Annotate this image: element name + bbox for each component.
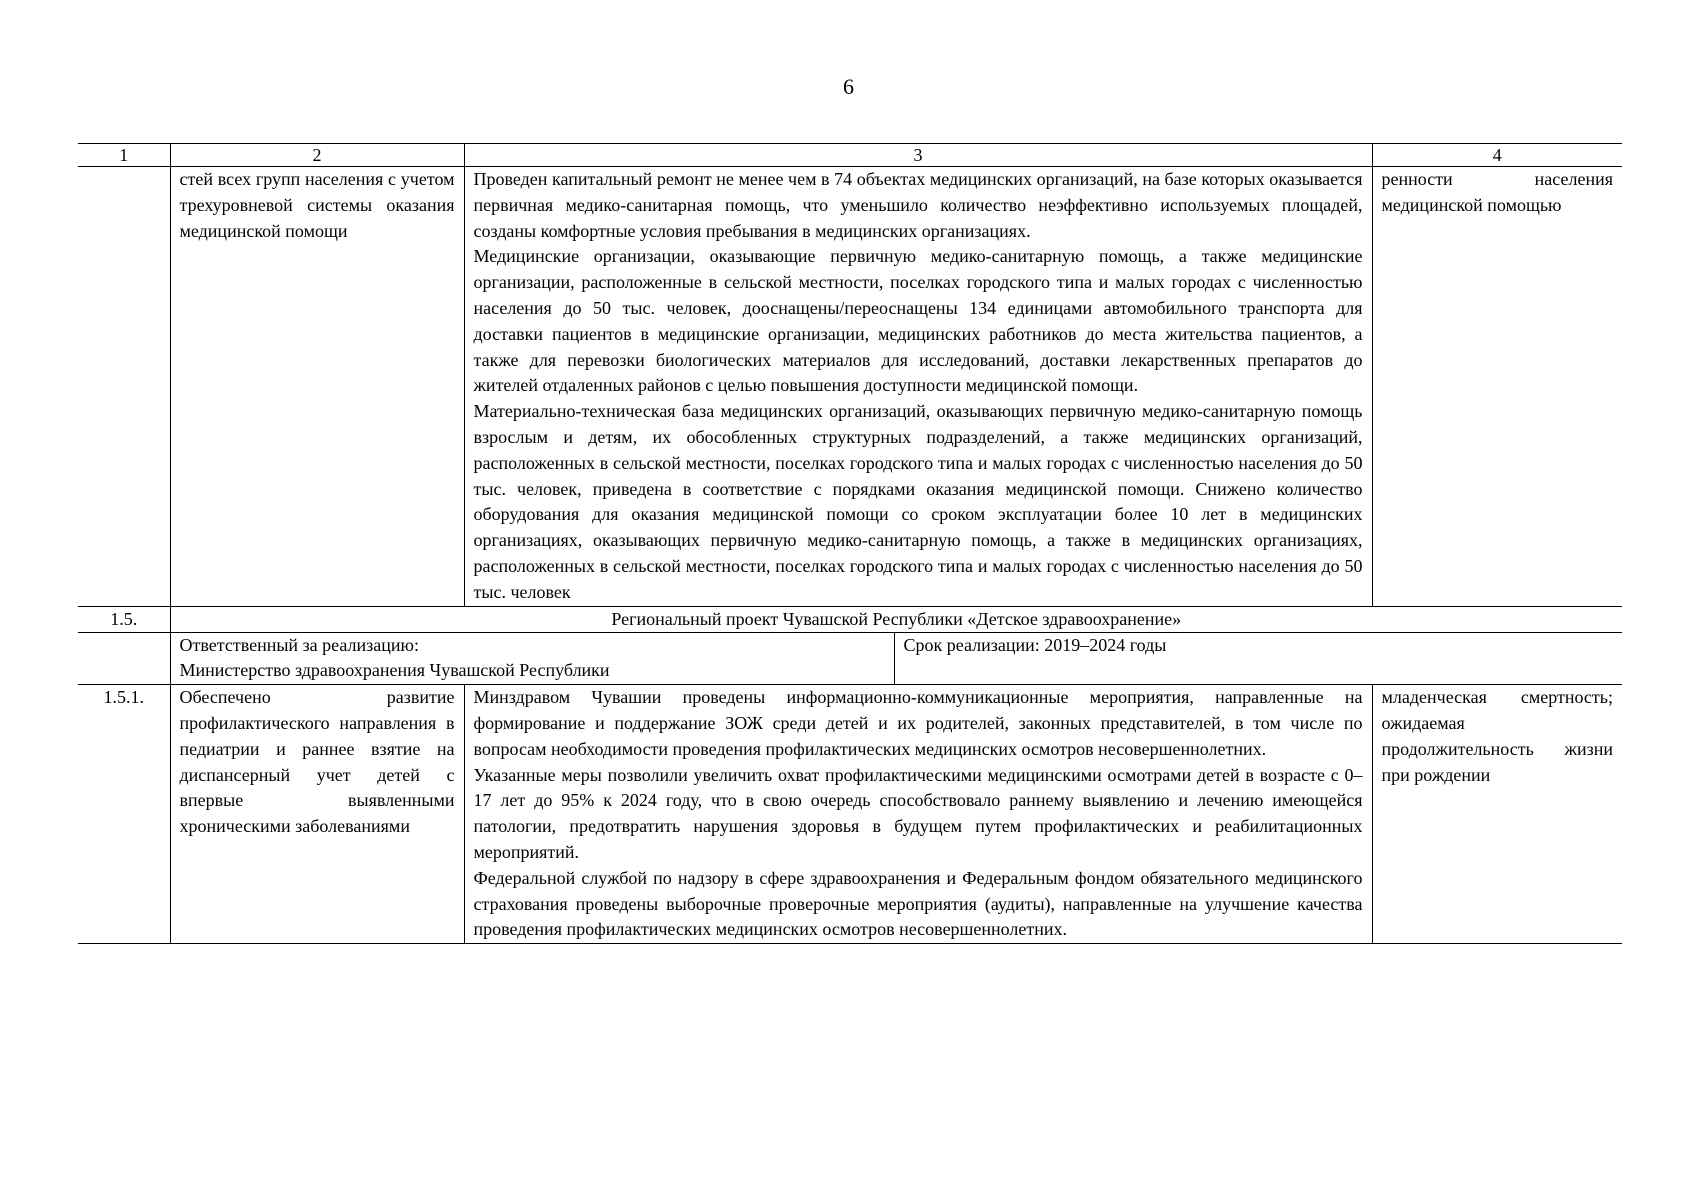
document-table [78, 143, 1622, 944]
description-cell [464, 167, 1372, 607]
description-cell [464, 685, 1372, 944]
responsible-row [78, 632, 1622, 685]
responsible-cell [170, 632, 1622, 685]
description-paragraph: Медицинские организации, оказывающие первичную медико-санитарную помощь, а также медицинские организации, расположенные в сельской местности, поселках городского типа и малых городах с численностью населения до 50 тыс. человек, дооснащены/переоснащены 134 единицами автомобильного транспорта для доставки пациентов в медицинские организации, медицинских работников до места жительства пациентов, а также для перевозки биологических материалов для исследований, доставки лекарственных препаратов до жителей отдаленных районов с целью повышения доступности медицинской помощи. [473, 246, 1363, 396]
section-row [78, 606, 1622, 632]
header-col-3: 3 [464, 144, 1372, 167]
event-name-cell: Обеспечено развитие профилактического направления в педиатрии и раннее взятие на диспансерный учет детей с впервые выявленными хроническими заболеваниями [170, 685, 464, 944]
event-name-cell: стей всех групп населения с учетом трехуровневой системы оказания медицинской помощи [170, 167, 464, 607]
description-paragraph: Минздравом Чувашии проведены информационно-коммуникационные мероприятия, направленные на формирование и поддержание ЗОЖ среди детей и их родителей, законных представителей, в том числе по вопросам необходимости проведения профилактических медицинских осмотров несовершеннолетних. [473, 687, 1363, 759]
section-title: Региональный проект Чувашской Республики «Детское здравоохранение» [170, 606, 1622, 632]
row-number-cell: 1.5.1. [78, 685, 170, 944]
header-col-2: 2 [170, 144, 464, 167]
row-number-cell [78, 167, 170, 607]
description-paragraph: Материально-техническая база медицинских организаций, оказывающих первичную медико-санитарную помощь взрослым и детям, их обособленных структурных подразделений, а также медицинских организаций, расположенных в сельской местности, поселках городского типа и малых городах с численностью населения до 50 тыс. человек, приведена в соответствие с порядками оказания медицинской помощи. Снижено количество оборудования для оказания медицинской помощи со сроком эксплуатации более 10 лет в медицинских организациях, оказывающих первичную медико-санитарную помощь, а также в медицинских организациях, расположенных в сельской местности, поселках городского типа и малых городах с численностью населения до 50 тыс. человек [473, 401, 1363, 602]
indicator-cell: младенческая смертность; ожидаемая продолжительность жизни при рождении [1372, 685, 1622, 944]
description-paragraph: Федеральной службой по надзору в сфере здравоохранения и Федеральным фондом обязательного медицинского страхования проведены выборочные проверочные мероприятия (аудиты), направленные на улучшение качества проведения профилактических медицинских осмотров несовершеннолетних. [473, 867, 1363, 940]
responsible-label: Ответственный за реализацию: [179, 634, 419, 655]
section-number: 1.5. [78, 606, 170, 632]
indicator-cell: ренности населения медицинской помощью [1372, 167, 1622, 607]
header-col-4: 4 [1372, 144, 1622, 167]
responsible-ministry: Министерство здравоохранения Чувашской Республики [179, 660, 610, 681]
table-header-row [78, 144, 1622, 167]
page-number: 6 [843, 74, 854, 99]
responsible-empty-cell [78, 632, 170, 685]
table-row [78, 685, 1622, 944]
table-row [78, 167, 1622, 607]
implementation-term: Срок реализации: 2019–2024 годы [903, 634, 1167, 655]
description-paragraph: Указанные меры позволили увеличить охват профилактическими медицинскими осмотрами детей в возрасте с 0–17 лет до 95% к 2024 году, что в свою очередь способствовало раннему выявлению и лечению имеющейся патологии, предотвратить нарушения здоровья в будущем путем профилактических и реабилитационных мероприятий. [473, 764, 1363, 862]
description-paragraph: Проведен капитальный ремонт не менее чем в 74 объектах медицинских организаций, на базе которых оказывается первичная медико-санитарная помощь, что уменьшило количество неэффективно используемых площадей, созданы комфортные условия пребывания в медицинских организациях. [473, 169, 1363, 241]
header-col-1: 1 [78, 144, 170, 167]
